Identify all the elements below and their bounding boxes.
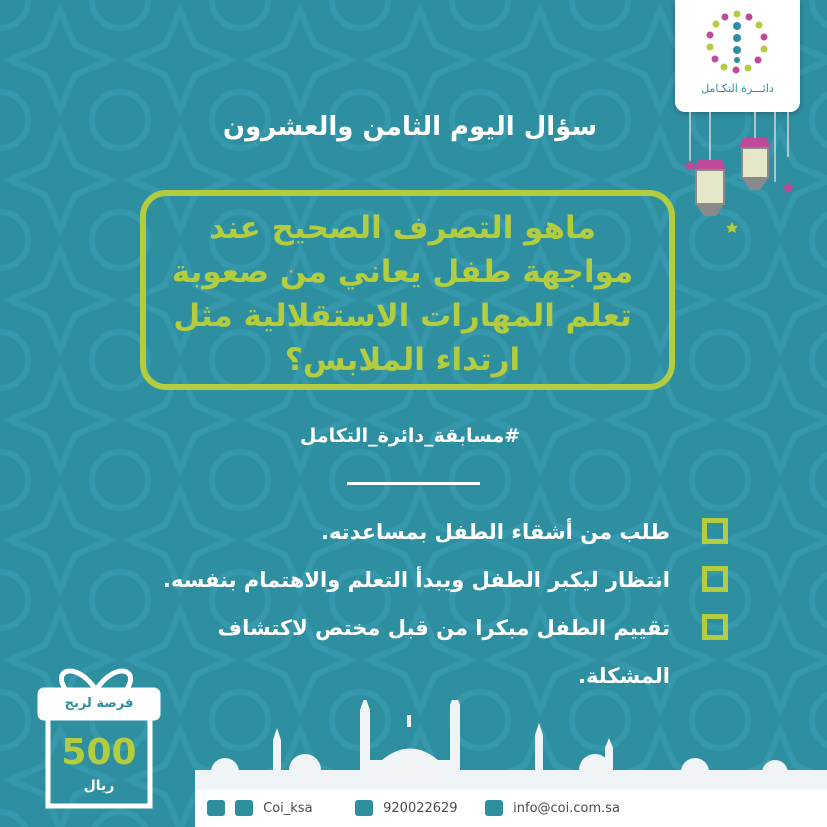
email-address: info@coi.com.sa — [513, 800, 621, 816]
hashtag: #مسابقة_دائرة_التكامل — [299, 425, 521, 447]
checkbox-icon[interactable] — [702, 518, 728, 544]
phone-link[interactable] — [355, 800, 458, 820]
answer-option-text: طلب من أشقاء الطفل بمساعدته. — [320, 520, 670, 544]
email-icon — [485, 800, 503, 816]
instagram-icon — [235, 800, 253, 816]
page-title: سؤال اليوم الثامن والعشرون — [222, 112, 598, 142]
phone-number: 920022629 — [383, 800, 458, 816]
checkbox-icon[interactable] — [702, 566, 728, 592]
answer-option[interactable] — [120, 604, 730, 700]
answer-option[interactable] — [120, 556, 730, 604]
divider — [347, 482, 480, 485]
prize-unit: ريال — [83, 778, 115, 794]
instagram-link[interactable] — [235, 800, 313, 820]
mosque-skyline — [195, 700, 827, 790]
prize-amount: 500 — [61, 732, 137, 773]
logo-mark — [703, 8, 771, 76]
email-link[interactable] — [485, 800, 620, 820]
footer-contacts — [195, 790, 827, 827]
logo-caption: دائـــرة التكـامل — [701, 82, 774, 95]
answer-options — [120, 508, 730, 700]
question-text: ماهو التصرف الصحيح عند مواجهة طفل يعاني من صعوبة تعلم المهارات الاستقلالية مثل ارتداء الملابس؟ — [171, 210, 634, 378]
answer-option[interactable] — [120, 508, 730, 556]
phone-icon — [355, 800, 373, 816]
lanterns-decoration — [670, 112, 810, 242]
prize-label: فرصة لربح — [64, 696, 134, 711]
answer-option-text: تقييم الطفل مبكرا من قبل مختص لاكتشاف المشكلة. — [217, 616, 670, 688]
logo-card — [675, 0, 800, 112]
checkbox-icon[interactable] — [702, 614, 728, 640]
twitter-icon — [207, 800, 225, 816]
twitter-link[interactable] — [207, 800, 225, 820]
social-handle: Coi_ksa — [263, 800, 313, 816]
answer-option-text: انتظار ليكبر الطفل ويبدأ التعلم والاهتمام بنفسه. — [162, 568, 670, 592]
